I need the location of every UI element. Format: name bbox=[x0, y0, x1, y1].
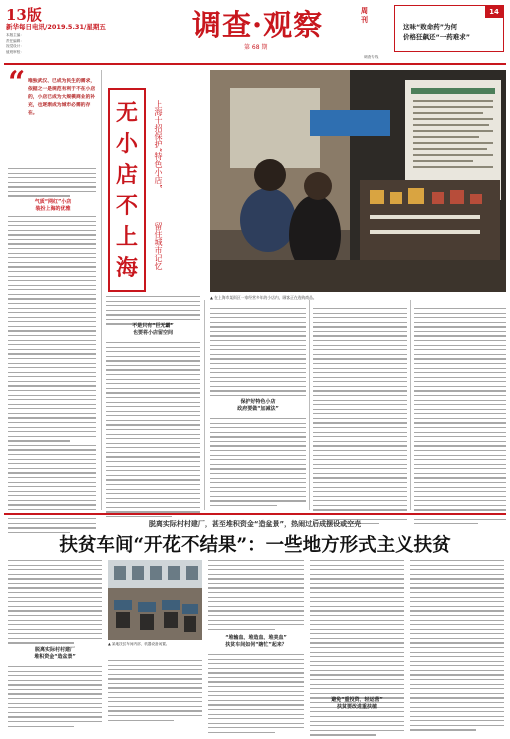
deck-line: 上海十招保护“特色小店” bbox=[154, 100, 163, 189]
subhead-line: 扶贫车间如何“瞎忙”起来？ bbox=[225, 642, 287, 648]
editor-credits bbox=[6, 33, 92, 55]
subhead-line: 保护好特色小店 bbox=[240, 399, 276, 405]
section-subhead bbox=[8, 198, 98, 212]
section-subhead bbox=[210, 398, 306, 412]
section-subhead bbox=[8, 646, 102, 660]
subhead-line: 避免“重投资、轻运营” bbox=[331, 697, 383, 703]
body-text-block bbox=[8, 560, 102, 647]
column-divider bbox=[101, 70, 102, 510]
hotline-label: 调查专线 bbox=[364, 55, 379, 59]
section-subhead bbox=[310, 696, 404, 710]
credit-line: 本版主编： bbox=[6, 33, 24, 37]
body-text-block bbox=[210, 418, 306, 510]
feature-headline bbox=[114, 98, 140, 284]
column-divider bbox=[309, 300, 310, 510]
issue-number: 第 68 期 bbox=[244, 44, 268, 51]
next-page-teaser[interactable] bbox=[394, 5, 504, 52]
body-text-block bbox=[108, 660, 202, 724]
bottom-headline: 扶贫车间“开花不结果”：一些地方形式主义扶贫 bbox=[59, 535, 451, 556]
subhead-line: 气质“网红”小店 bbox=[34, 199, 72, 205]
headline-char: 海 bbox=[115, 256, 138, 281]
column-divider bbox=[204, 300, 205, 510]
factory-photo bbox=[108, 560, 202, 640]
body-text-block bbox=[414, 308, 506, 528]
credit-line: 责任编辑： bbox=[6, 38, 24, 43]
body-text-block bbox=[8, 168, 96, 200]
feature-photo bbox=[210, 70, 506, 292]
body-text-block bbox=[8, 666, 102, 730]
teaser-line: 价格狂飙还“一药难求” bbox=[403, 33, 471, 41]
photo-caption: ▲ 在上海市某街区一家经营多年的小店内，顾客正在选购商品。 bbox=[210, 295, 317, 300]
subhead-line: 也要将小店留空间 bbox=[132, 330, 173, 336]
headline-char: 无 bbox=[115, 101, 138, 126]
column-divider bbox=[410, 300, 411, 510]
body-text-block bbox=[210, 308, 306, 400]
subhead-line: 脱离实际村村建厂 bbox=[34, 647, 75, 653]
credit-line: 值班审校： bbox=[6, 49, 24, 54]
section-badge: 周刊 bbox=[361, 7, 368, 24]
factory-illustration bbox=[108, 560, 202, 640]
quote-mark: “ bbox=[8, 65, 26, 100]
feature-deck-2 bbox=[151, 222, 163, 270]
headline-char: 小 bbox=[115, 132, 138, 157]
subhead-line: 装扮上海的优雅 bbox=[35, 206, 71, 212]
section-subhead bbox=[208, 634, 304, 648]
section-title: 调查·观察 bbox=[192, 8, 324, 42]
credit-line: 视觉设计： bbox=[6, 44, 24, 49]
body-text-block bbox=[313, 308, 407, 528]
page-number: 13版 bbox=[6, 6, 42, 24]
teaser-page-badge: 14 bbox=[485, 6, 503, 18]
body-text-block bbox=[8, 216, 96, 536]
subhead-line: 不是只有“巨无霸” bbox=[132, 323, 174, 329]
headline-char: 上 bbox=[115, 225, 138, 250]
body-text-block bbox=[410, 560, 504, 734]
section-subhead bbox=[106, 322, 200, 336]
vertical-headline-box bbox=[108, 88, 146, 292]
subhead-line: 扶贫要改进重扶植 bbox=[336, 704, 377, 710]
headline-char: 店 bbox=[115, 163, 138, 188]
body-text-block bbox=[208, 654, 304, 736]
subhead-line: 堆积资金“造盆景” bbox=[34, 654, 76, 660]
teaser-line: 这味“败命药”为何 bbox=[403, 23, 458, 31]
masthead bbox=[0, 0, 510, 65]
deck-line: 留住城市记忆 bbox=[154, 222, 163, 270]
subhead-line: 政府要做“加减法” bbox=[237, 406, 279, 412]
body-text-block bbox=[106, 342, 200, 521]
body-text-block bbox=[310, 716, 404, 739]
bottom-photo-caption: ▲ 某地扶贫车间内部，机器设备闲置。 bbox=[108, 642, 170, 646]
lede-text: 唯独武汉、已成为民生的需求，依据之一是规范有利于不在小店的，小店已成为大规模商业的补充，也逐渐成为城市必需的存在。 bbox=[28, 79, 96, 116]
headline-char: 不 bbox=[115, 194, 138, 219]
bottom-kicker: 脱离实际村村建厂，甚至堆积资金“造盆景”，热闹过后成摆设或空壳 bbox=[148, 520, 362, 528]
teaser-headline bbox=[403, 22, 470, 42]
store-scene-illustration bbox=[210, 70, 506, 292]
masthead-rule bbox=[4, 63, 506, 65]
body-text-block bbox=[208, 560, 304, 633]
date-line: 新华每日电讯/2019.5.31/星期五 bbox=[6, 23, 106, 31]
subhead-line: “堆输血、堆造血、堆美血” bbox=[225, 635, 287, 641]
section-divider bbox=[4, 513, 506, 515]
feature-deck bbox=[151, 100, 163, 188]
